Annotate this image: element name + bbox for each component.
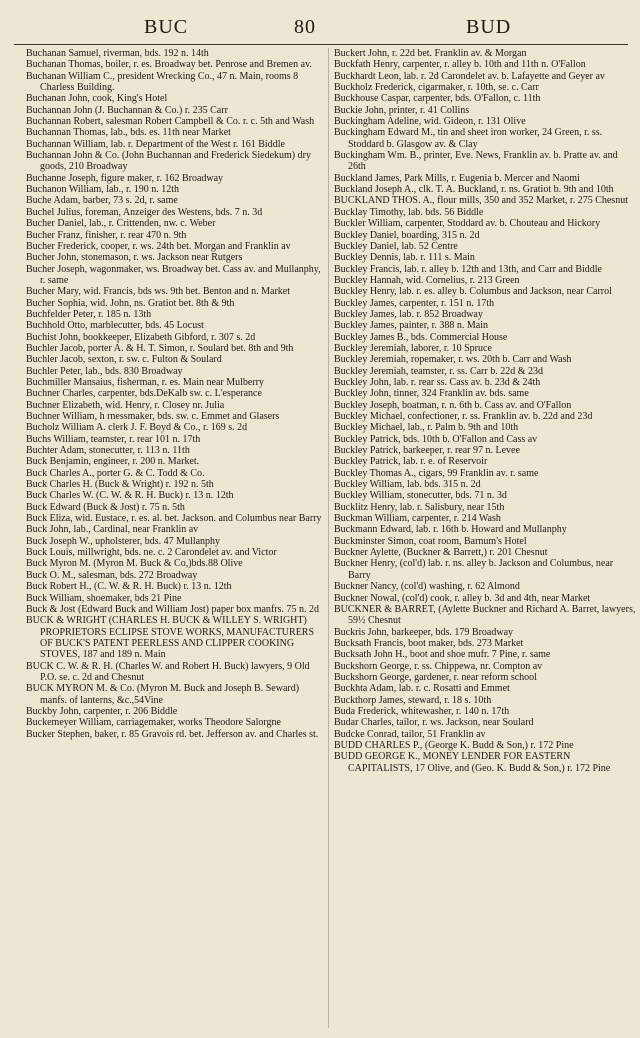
directory-entry: Buckie John, printer, r. 41 Collins (334, 104, 470, 116)
directory-entry: Bucher Sophia, wid. John, ns. Gratiot bet. 8th & 9th (26, 297, 235, 309)
directory-entry: Buck Eliza, wid. Eustace, r. es. al. bet. Jackson. and Columbus near Barry (26, 513, 322, 525)
directory-entry: Bucksath John H., boot and shoe mufr. 7 Pine, r. same (334, 649, 551, 661)
directory-entry: Buckley Dennis, lab. r. 111 s. Main (334, 252, 475, 264)
directory-entry: Buda Frederick, whitewasher, r. 140 n. 17th (334, 705, 510, 717)
directory-entry: Buckingham Edward M., tin and sheet iron worker, 24 Green, r. ss. Stoddard b. Glasgow av. & Clay (334, 127, 603, 150)
directory-entry: Buckminster Simon, coat room, Barnum's Hotel (334, 535, 527, 547)
directory-entry: Buchanan Samuel, riverman, bds. 192 n. 14th (26, 48, 209, 59)
directory-page (14, 14, 636, 1030)
directory-entry: Buckley Patrick, bds. 10th b. O'Fallon and Cass av (334, 433, 538, 445)
header-rule (14, 44, 628, 45)
directory-entry: Buckley Hannah, wid. Cornelius, r. 213 Green (334, 274, 520, 286)
directory-entry: Buchfelder Peter, r. 185 n. 13th (26, 308, 152, 320)
directory-entry: Buckler William, carpenter, Stoddard av. b. Chouteau and Hickory (334, 218, 601, 230)
directory-entry: BUCKNER & BARRET, (Aylette Buckner and Richard A. Barret, lawyers, 59½ Chesnut (334, 603, 636, 627)
directory-entry: Buckley Michael, confectioner, r. ss. Franklin av. b. 22d and 23d (334, 411, 593, 422)
directory-entry: Buchel Julius, foreman, Anzeiger des Westens, bds. 7 n. 3d (26, 206, 263, 218)
directory-entry: Buckley Michael, lab., r. Palm b. 9th and 10th (334, 422, 519, 434)
directory-entry: Buckthorp James, steward, r. 18 s. 10th (334, 694, 492, 706)
directory-entry: Buchannan Thomas, lab., bds. es. 11th near Market (26, 127, 231, 139)
directory-entry: Buchner William, h rnessmaker, bds. sw. c. Emmet and Glasers (26, 411, 280, 422)
directory-entry: Buckshorn George, gardener, r. near reform school (334, 671, 537, 683)
directory-entry: Budar Charles, tailor, r. ws. Jackson, near Soulard (334, 717, 534, 729)
directory-entry: Buchannan Robert, salesman Robert Campbell & Co. r. c. 5th and Wash (26, 116, 315, 128)
directory-entry: Buchanne Joseph, figure maker, r. 162 Broadway (26, 172, 224, 184)
directory-entry: Buck Benjamin, engineer, r. 200 n. Market. (26, 456, 200, 468)
directory-entry: Buckley James B., bds. Commercial House (334, 331, 508, 343)
directory-entry: Buchannan John (J. Buchannan & Co.) r. 235 Carr (26, 104, 228, 116)
directory-entry: Bucklay Timothy, lab. bds. 56 Biddle (334, 206, 484, 218)
directory-entry: Buckley William, stonecutter, bds. 71 n. 3d (334, 490, 507, 502)
directory-entry: Buck Charles W. (C. W. & R. H. Buck) r. 13 n. 12th (26, 490, 234, 502)
directory-entry: Bucker Stephen, baker, r. 85 Gravois rd. bet. Jefferson av. and Charles st. (26, 728, 319, 740)
directory-entry: Buckris John, barkeeper, bds. 179 Broadway (334, 626, 514, 638)
directory-entry: Buckhta Adam, lab. r. c. Rosatti and Emmet (334, 683, 510, 695)
directory-entry: Buckemeyer William, carriagemaker, works Theodore Salorgne (26, 717, 281, 729)
directory-entry: Buckland Joseph A., clk. T. A. Buckland, r. ns. Gratiot b. 9th and 10th (334, 184, 614, 196)
directory-entry: Buckley Patrick, barkeeper, r. rear 97 n. Levee (334, 445, 520, 457)
directory-entry: Buckby John, carpenter, r. 206 Biddle (26, 705, 178, 717)
directory-entry: Bucher Daniel, lab., r. Crittenden, nw. c. Weber (26, 218, 216, 230)
directory-entry: Buck Myron M. (Myron M. Buck & Co,)bds.88 Olive (26, 558, 243, 570)
header-left-guide-word: BUC (144, 16, 189, 38)
directory-entry: Buchannan John & Co. (John Buchannan and Frederick Siedekum) dry goods, 210 Broadway (26, 150, 311, 173)
directory-entry: Buck & Jost (Edward Buck and William Jost) paper box manfrs. 75 n. 2d (26, 603, 319, 615)
directory-entry: Buchs William, teamster, r. rear 101 n. 17th (26, 433, 201, 445)
directory-entry: BUCK & WRIGHT (CHARLES H. BUCK & WILLEY S. WRIGHT) PROPRIETORS ECLIPSE STOVE WORKS, MANUFACTURERS OF BUCK'S PATENT PEERLESS AND CLIPPER COOKING STOVES, 187 and 189 n. Main (26, 615, 315, 661)
directory-entry: BUCKLAND THOS. A., flour mills, 350 and 352 Market, r. 275 Chesnut (334, 195, 628, 207)
directory-entry: Buchler Peter, lab., bds. 830 Broadway (26, 365, 183, 377)
directory-entry: Bucher Franz, finisher, r. rear 470 n. 9th (26, 229, 187, 241)
directory-entry: Buckley Jeremiah, ropemaker, r. ws. 20th b. Carr and Wash (334, 354, 572, 366)
directory-entry: Buchler Jacob, sexton, r. sw. c. Fulton & Soulard (26, 354, 222, 366)
right-column (334, 48, 636, 774)
directory-entry: Buchanan Thomas, boiler, r. es. Broadway bet. Penrose and Bremen av. (26, 59, 312, 71)
directory-entry: Buckingham Wm. B., printer, Eve. News, Franklin av. b. Pratte av. and 26th (334, 150, 618, 173)
directory-entry: Buck Edward (Buck & Jost) r. 75 n. 5th (26, 501, 185, 513)
directory-entry: Buck John, lab., Cardinal, near Franklin av (26, 524, 199, 536)
directory-entry: BUCK C. W. & R. H. (Charles W. and Robert H. Buck) lawyers, 9 Old P.O. se. c. 2d and Chesnut (26, 660, 310, 683)
directory-entry: Buckley John, tinner, 324 Franklin av. bds. same (334, 388, 529, 400)
directory-entry: Buck Robert H., (C. W. & R. H. Buck) r. 13 n. 12th (26, 581, 232, 593)
directory-entry: Buckley Jeremiah, teamster, r. ss. Carr b. 22d & 23d (334, 365, 543, 377)
directory-entry: Buckfath Henry, carpenter, r. alley b. 10th and 11th n. O'Fallon (334, 59, 586, 71)
directory-entry: Buchanan William C., president Wrecking Co., 47 n. Main, rooms 8 Charless Building. (26, 70, 299, 94)
directory-entry: Buckmann Edward, lab. r. 16th b. Howard and Mullanphy (334, 524, 567, 536)
directory-entry: Buckley Francis, lab. r. alley b. 12th and 13th, and Carr and Biddle (334, 263, 602, 275)
directory-entry: Bucholz William A. clerk J. F. Boyd & Co., r. 169 s. 2d (26, 422, 248, 434)
directory-entry: Buck O. M., salesman, bds. 272 Broadway (26, 569, 198, 581)
directory-entry: Buchner Charles, carpenter, bds.DeKalb sw. c. L'esperance (26, 388, 262, 400)
directory-entry: Buckley James, painter, r. 388 n. Main (334, 320, 489, 332)
directory-entry: Buckner Aylette, (Buckner & Barrett,) r. 201 Chesnut (334, 547, 548, 559)
directory-entry: Buckingham Adeline, wid. Gideon, r. 131 Olive (334, 116, 526, 128)
directory-entry: Bucklitz Henry, lab. r. Salisbury, near 15th (334, 501, 505, 513)
directory-entry: Buck Joseph W., upholsterer, bds. 47 Mullanphy (26, 535, 221, 547)
page-number: 80 (294, 16, 316, 38)
directory-entry: Buckley Jeremiah, laborer, r. 10 Spruce (334, 342, 492, 354)
directory-entry: Buckley Patrick, lab. r. e. of Reservoir (334, 456, 488, 468)
directory-entry: Bucksath Francis, boot maker, bds. 273 Market (334, 637, 524, 649)
directory-entry: Buche Adam, barber, 73 s. 2d, r. same (26, 195, 178, 207)
directory-entry: Budcke Conrad, tailor, 51 Franklin av (334, 728, 486, 740)
directory-entry: Buchter Adam, stonecutter, r. 113 n. 11th (26, 445, 190, 457)
left-column (26, 48, 328, 740)
directory-entry: Buckley Daniel, lab. 52 Centre (334, 240, 458, 252)
directory-entry: Buchler Jacob, porter A. & H. T. Simon, r. Soulard bet. 8th and 9th (26, 342, 294, 354)
directory-entry: Buck Charles A., porter G. & C. Todd & Co. (26, 467, 205, 479)
directory-entry: Buckley John, lab. r. rear ss. Cass av. b. 23d & 24th (334, 376, 541, 388)
header-right-guide-word: BUD (466, 16, 512, 38)
directory-entry: Buckert John, r. 22d bet. Franklin av. & Morgan (334, 48, 527, 59)
directory-entry: Bucher Frederick, cooper, r. ws. 24th bet. Morgan and Franklin av (26, 240, 291, 252)
directory-entry: Buckley William, lab. bds. 315 n. 2d (334, 479, 481, 491)
directory-entry: BUDD GEORGE K., MONEY LENDER FOR EASTERN CAPITALISTS, 17 Olive, and (Geo. K. Budd & Son,) r. 172 Pine (334, 751, 611, 774)
directory-entry: Buck Louis, millwright, bds. ne. c. 2 Carondelet av. and Victor (26, 547, 277, 559)
directory-entry: Buchanon William, lab., r. 190 n. 12th (26, 184, 180, 196)
directory-entry: BUCK MYRON M. & Co. (Myron M. Buck and Joseph B. Seward) manfs. of lanterns, &c.,54Vine (26, 683, 300, 706)
directory-entry: Buchner Elizabeth, wid. Henry, r. Closey nr. Julia (26, 399, 225, 411)
directory-entry: Buchist John, bookkeeper, Elizabeth Gibford, r. 307 s. 2d (26, 331, 256, 343)
directory-entry: Bucher Joseph, wagonmaker, ws. Broadway bet. Cass av. and Mullanphy, r. same (26, 263, 321, 286)
directory-entry: Buckholz Frederick, cigarmaker, r. 10th, se. c. Carr (334, 82, 539, 94)
directory-entry: Buchanan John, cook, King's Hotel (26, 93, 168, 105)
directory-entry: Buckley James, carpenter, r. 151 n. 17th (334, 297, 495, 309)
directory-entry: Buckland James, Park Mills, r. Eugenia b. Mercer and Naomi (334, 172, 580, 184)
directory-entry: Buckley Thomas A., cigars, 99 Franklin av. r. same (334, 467, 539, 479)
directory-entry: Buckhouse Caspar, carpenter, bds. O'Fallon, c. 11th (334, 93, 541, 105)
directory-entry: Buckley James, lab. r. 852 Broadway (334, 308, 483, 320)
directory-entry: Buckley Joseph, boatman, r. n. 6th b. Cass av. and O'Fallon (334, 399, 572, 411)
directory-entry: Buchhold Otto, marblecutter, bds. 45 Locust (26, 320, 204, 332)
directory-entry: Buck Charles H. (Buck & Wright) r. 192 n. 5th (26, 479, 214, 491)
directory-entry: BUDD CHARLES P., (George K. Budd & Son,) r. 172 Pine (334, 739, 574, 751)
directory-entry: Buckley Daniel, boarding, 315 n. 2d (334, 229, 480, 241)
directory-entry: Bucher Mary, wid. Francis, bds ws. 9th bet. Benton and n. Market (26, 286, 291, 298)
directory-entry: Buckner Nowal, (col'd) cook, r. alley b. 3d and 4th, near Market (334, 592, 591, 604)
directory-entry: Buckley Henry, lab. r. es. alley b. Columbus and Jackson, near Carrol (334, 286, 612, 298)
directory-entry: Buchannan William, lab. r. Department of the West r. 161 Biddle (26, 138, 285, 150)
page-header (14, 14, 628, 40)
directory-entry: Buckner Nancy, (col'd) washing, r. 62 Almond (334, 581, 520, 593)
directory-entry: Buckman William, carpenter, r. 214 Wash (334, 513, 501, 525)
directory-entry: Buckhardt Leon, lab. r. 2d Carondelet av. b. Lafayette and Geyer av (334, 70, 605, 82)
directory-entry: Buchmiller Mansaius, fisherman, r. es. Main near Mulberry (26, 376, 264, 388)
directory-entry: Buckshorn George, r. ss. Chippewa, nr. Compton av (334, 660, 543, 672)
column-divider (328, 48, 329, 1028)
directory-entry: Buckner Henry, (col'd) lab. r. ns. alley b. Jackson and Columbus, near Barry (334, 558, 614, 581)
directory-entry: Bucher John, stonemason, r. ws. Jackson near Rutgers (26, 252, 243, 264)
directory-entry: Buck William, shoemaker, bds 21 Pine (26, 592, 182, 604)
